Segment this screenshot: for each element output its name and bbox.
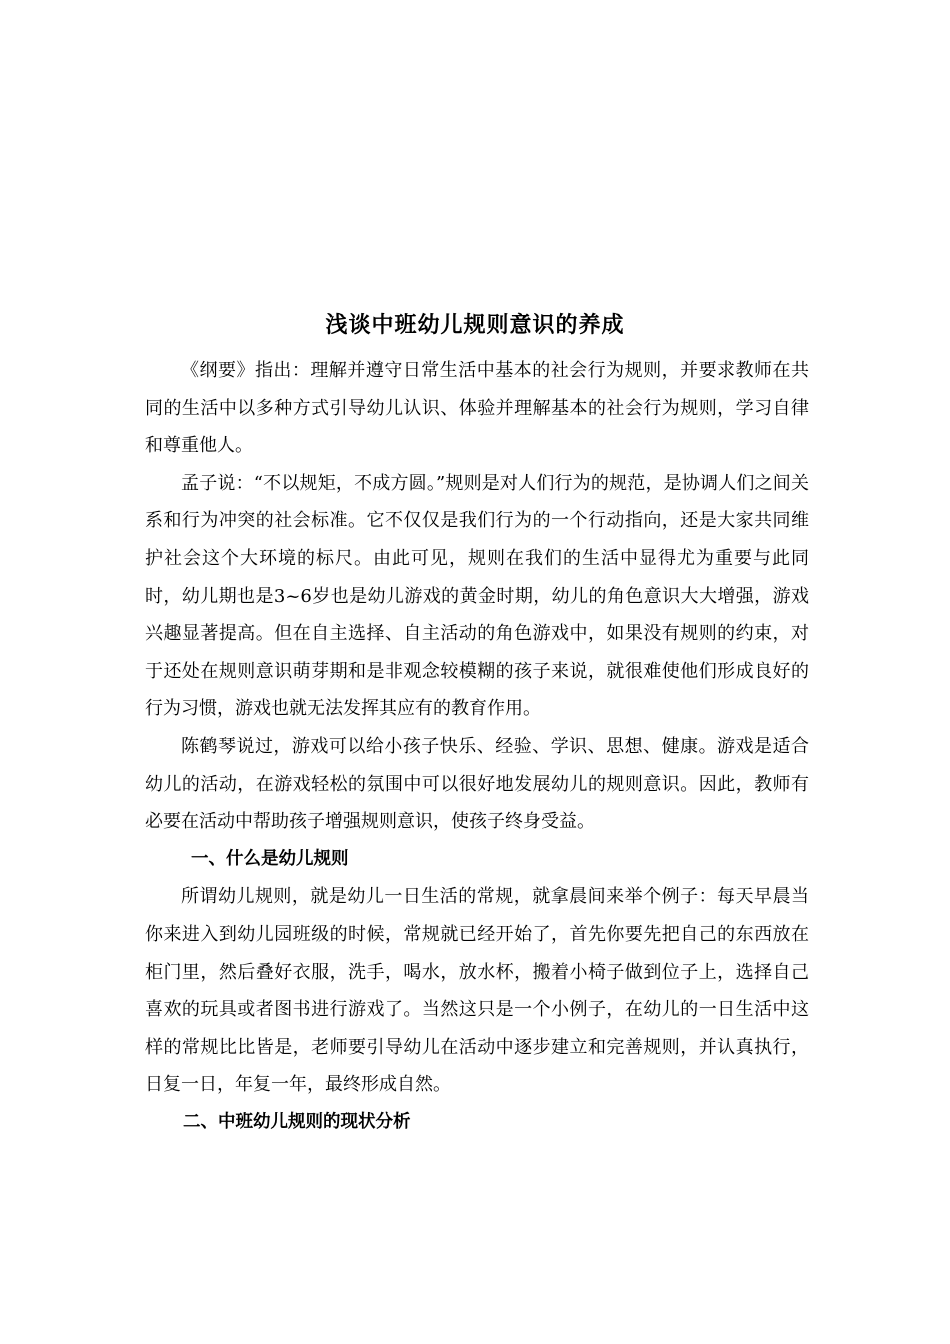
- paragraph-rule-definition: 所谓幼儿规则，就是幼儿一日生活的常规，就拿晨间来举个例子：每天早晨当你来进入到幼儿园班级的时候，常规就已经开始了，首先你要先把自己的东西放在柜门里，然后叠好衣服，洗手，喝水，放水杯，搬着小椅子做到位子上，选择自己喜欢的玩具或者图书进行游戏了。当然这只是一个小例子，在幼儿的一日生活中这样的常规比比皆是，老师要引导幼儿在活动中逐步建立和完善规则，并认真执行，日复一日，年复一年，最终形成自然。: [145, 886, 809, 1096]
- document-title: 浅谈中班幼儿规则意识的养成: [325, 313, 625, 338]
- document-body: [145, 352, 809, 1141]
- paragraph-chen-heqin-quote: 陈鹤琴说过，游戏可以给小孩子快乐、经验、学识、思想、健康。游戏是适合幼儿的活动，在游戏轻松的氛围中可以很好地发展幼儿的规则意识。因此，教师有必要在活动中帮助孩子增强规则意识，使孩子终身受益。: [145, 735, 809, 833]
- section-heading-status-analysis: 二、中班幼儿规则的现状分析: [183, 1111, 411, 1132]
- paragraph-outline-quote: 《纲要》指出：理解并遵守日常生活中基本的社会行为规则，并要求教师在共同的生活中以多种方式引导幼儿认识、体验并理解基本的社会行为规则，学习自律和尊重他人。: [145, 360, 809, 457]
- paragraph-mencius-quote: 孟子说：“不以规矩，不成方圆。”规则是对人们行为的规范，是协调人们之间关系和行为冲突的社会标准。它不仅仅是我们行为的一个行动指向，还是大家共同维护社会这个大环境的标尺。由此可见，规则在我们的生活中显得尤为重要与此同时，幼儿期也是3~6岁也是幼儿游戏的黄金时期，幼儿的角色意识大大增强，游戏兴趣显著提高。但在自主选择、自主活动的角色游戏中，如果没有规则的约束，对于还处在规则意识萌芽期和是非观念较模糊的孩子来说，就很难使他们形成良好的行为习惯，游戏也就无法发挥其应有的教育作用。: [145, 472, 809, 720]
- section-heading-what-is-rule: 一、什么是幼儿规则: [191, 848, 349, 869]
